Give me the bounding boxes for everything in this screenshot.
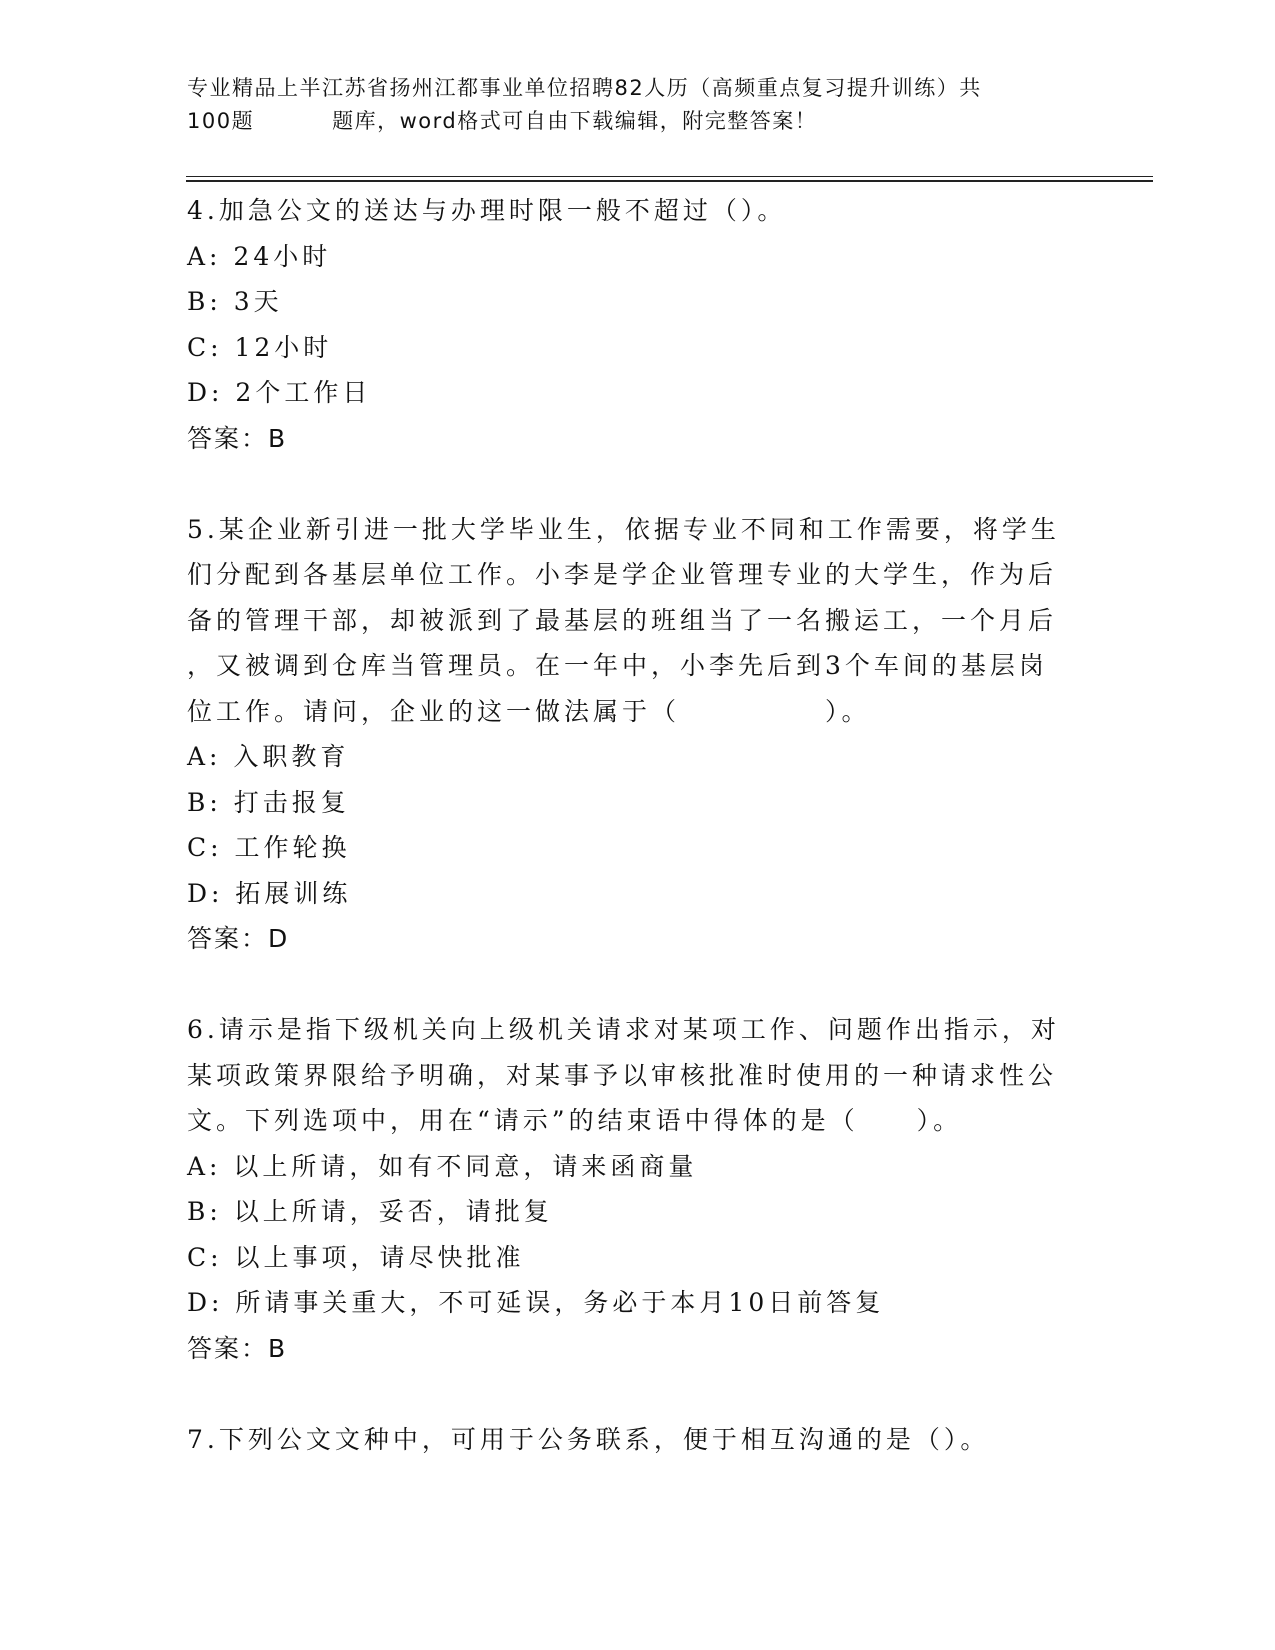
question-stem: 某项政策界限给予明确，对某事予以审核批准时使用的一种请求性公: [187, 1060, 1058, 1090]
header-divider-thick: [186, 180, 1153, 182]
option-c: C: 工作轮换: [187, 833, 351, 862]
question-stem: 们分配到各基层单位工作。小李是学企业管理专业的大学生，作为后: [187, 560, 1058, 589]
question-5: [187, 507, 1067, 962]
option-d: D: 2个工作日: [187, 378, 372, 407]
question-list: [187, 188, 1067, 1462]
option-c: C: 12小时: [187, 332, 333, 362]
header-line-1: 专业精品上半江苏省扬州江都事业单位招聘82人历（高频重点复习提升训练）共: [187, 76, 982, 100]
option-d: D: 拓展训练: [187, 878, 352, 908]
question-stem: 文。下列选项中，用在“请示”的结束语中得体的是（ ）。: [187, 1106, 963, 1135]
document-header: [187, 72, 1087, 138]
question-stem: 位工作。请问，企业的这一做法属于（ ）。: [187, 696, 871, 726]
header-line-2-count: 100题: [187, 109, 255, 133]
option-a: A: 入职教育: [187, 742, 350, 771]
question-stem: 6.请示是指下级机关向上级机关请求对某项工作、问题作出指示，对: [187, 1015, 1060, 1044]
question-stem: 4.加急公文的送达与办理时限一般不超过（）。: [187, 196, 787, 225]
header-line-2: [187, 105, 1087, 138]
option-c: C: 以上事项，请尽快批准: [187, 1242, 525, 1272]
answer-line: 答案：B: [187, 423, 288, 453]
question-4: [187, 188, 1067, 461]
header-line-2-text: 题库，word格式可自由下载编辑，附完整答案！: [332, 109, 818, 133]
header-divider-thin: [186, 176, 1153, 177]
option-a: A: 24小时: [187, 241, 332, 271]
question-stem: 备的管理干部，却被派到了最基层的班组当了一名搬运工，一个月后: [187, 605, 1058, 635]
option-b: B: 打击报复: [187, 787, 350, 817]
answer-line: 答案：D: [187, 924, 290, 953]
question-stem: ，又被调到仓库当管理员。在一年中，小李先后到3个车间的基层岗: [187, 651, 1048, 680]
option-a: A: 以上所请，如有不同意，请来函商量: [187, 1151, 698, 1181]
question-stem: 5.某企业新引进一批大学毕业生，依据专业不同和工作需要，将学生: [187, 514, 1060, 544]
answer-line: 答案：B: [187, 1333, 288, 1363]
option-b: B: 以上所请，妥否，请批复: [187, 1197, 553, 1226]
question-7: [187, 1417, 1067, 1463]
option-d: D: 所请事关重大，不可延误，务必于本月10日前答复: [187, 1288, 885, 1317]
question-stem: 7.下列公文文种中，可用于公务联系，便于相互沟通的是（）。: [187, 1424, 990, 1454]
question-6: [187, 1007, 1067, 1371]
option-b: B: 3天: [187, 287, 283, 316]
